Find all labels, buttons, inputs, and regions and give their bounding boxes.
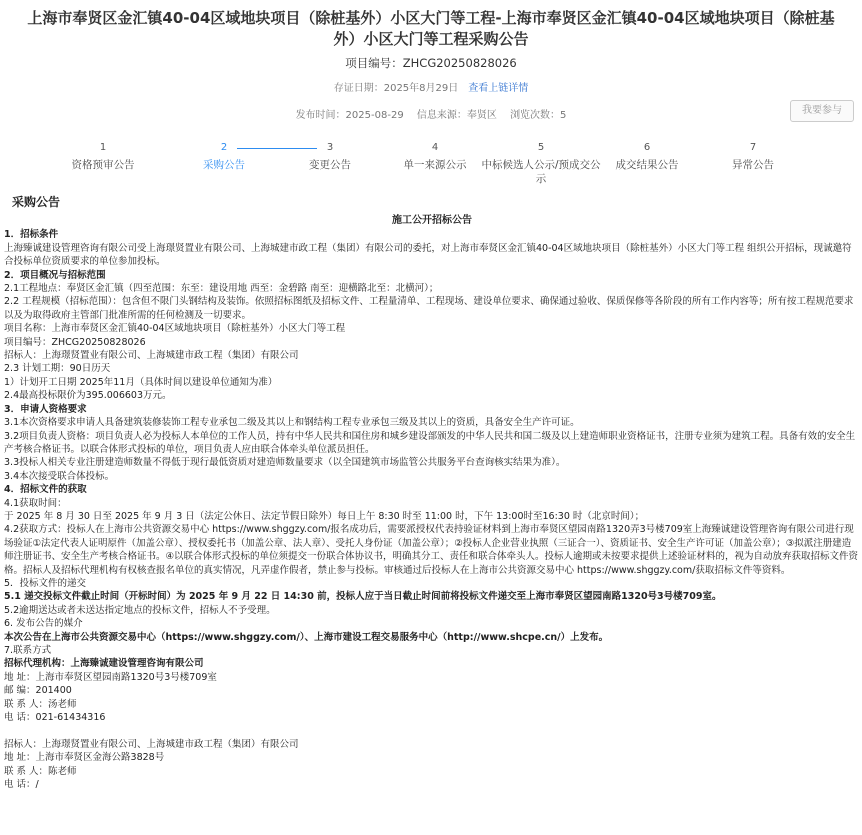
announcement-title: 施工公开招标公告 xyxy=(392,215,472,226)
step-1[interactable] xyxy=(43,140,163,172)
announcement-line: 2.3 计划工期：90日历天 xyxy=(4,363,111,375)
step-label: 中标候选人公示/预成交公示 xyxy=(481,159,601,185)
announcement-line: 电 话：/ xyxy=(4,779,39,791)
announcement-line: 本次公告在上海市公共资源交易中心（https://www.shggzy.com/）、上海市建设工程交易服务中心（http://www.shcpe.cn/）上发布。 xyxy=(4,631,609,643)
step-label: 单一来源公示 xyxy=(403,159,467,171)
step-label: 成交结果公告 xyxy=(615,159,679,171)
announcement-line: 2．项目概况与招标范围 xyxy=(4,269,106,281)
step-number: 4 xyxy=(431,142,439,153)
announcement-line: 上海臻诚建设管理咨询有限公司受上海璟贤置业有限公司、上海城建市政工程（集团）有限公司的委托，对上海市奉贤区金汇镇40-04区域地块项目（除桩基外）小区大门等工程 组织公开招标，现诚邀符合投标单位资质要求的单位参加投标。 xyxy=(4,242,852,268)
save-date: 存证日期：2025年8月29日 xyxy=(333,83,459,94)
announcement-line: 1．招标条件 xyxy=(4,229,59,241)
announcement-lines xyxy=(4,228,860,791)
announcement-line: 2.1工程地点：奉贤区金汇镇（四至范围：东至：建设用地 西至：金碧路 南至：迎横路北至：北横河）； xyxy=(4,283,439,295)
announcement-line: 3.1本次资格要求申请人具备建筑装修装饰工程专业承包二级及其以上和钢结构工程专业承包三级及其以上的资质，具备安全生产许可证。 xyxy=(4,417,580,429)
meta-row xyxy=(0,106,862,121)
announcement-line: 5.2逾期送达或者未送达指定地点的投标文件，招标人不予受理。 xyxy=(4,604,276,616)
page-title: 上海市奉贤区金汇镇40-04区域地块项目（除桩基外）小区大门等工程-上海市奉贤区金汇镇40-04区域地块项目（除桩基外）小区大门等工程采购公告 xyxy=(27,9,835,48)
save-date-row xyxy=(0,79,862,94)
project-number: 项目编号：ZHCG20250828026 xyxy=(345,56,517,70)
announcement-line: 3．申请人资格要求 xyxy=(4,403,87,415)
announcement-line: 2.2 工程规模（招标范围）：包含但不限门头钢结构及装饰。依照招标图纸及招标文件、工程量清单、工程现场、建设单位要求、确保通过验收、保质保修等各阶段的所有工作内容等；所有按工程规范要求以及为取得政府主管部门批准所需的任何检测及一切要求。 xyxy=(4,296,854,321)
announcement-line: 项目名称：上海市奉贤区金汇镇40-04区域地块项目（除桩基外）小区大门等工程 xyxy=(4,323,346,335)
announcement-line: 2.4最高投标限价为395.006603万元。 xyxy=(4,390,172,402)
step-label: 资格预审公告 xyxy=(71,159,135,171)
announcement-line: 7.联系方式 xyxy=(4,645,52,656)
step-6[interactable] xyxy=(587,140,707,172)
announcement-line: 地 址：上海市奉贤区金海公路3828号 xyxy=(4,752,165,764)
info-source: 信息来源：奉贤区 xyxy=(416,110,497,121)
announcement-line xyxy=(4,724,860,737)
step-label: 变更公告 xyxy=(309,159,351,171)
announcement-line: 邮 编：201400 xyxy=(4,685,72,697)
announcement-line: 4.1获取时间： xyxy=(4,497,67,509)
announcement-line: 5.1 递交投标文件截止时间（开标时间）为 2025 年 9 月 22 日 14:30 前，投标人应于当日截止时间前将投标文件递交至上海市奉贤区望园南路1320号3号楼709室。 xyxy=(4,591,722,603)
step-2[interactable] xyxy=(164,140,284,172)
publish-time: 发布时间：2025-08-29 xyxy=(295,110,404,121)
join-button[interactable]: 我要参与 xyxy=(790,100,854,122)
step-number: 3 xyxy=(326,142,334,153)
announcement-line: 4．招标文件的获取 xyxy=(4,484,87,496)
announcement-line: 联 系 人：陈老师 xyxy=(4,765,77,777)
step-number: 7 xyxy=(749,142,757,153)
announcement-line: 电 话：021-61434316 xyxy=(4,712,106,724)
step-label: 采购公告 xyxy=(203,159,245,171)
announcement-line: 3.4本次接受联合体投标。 xyxy=(4,470,115,482)
announcement-line: 联 系 人：汤老师 xyxy=(4,698,77,710)
process-steps xyxy=(0,140,862,196)
announcement-line: 6. 发布公告的媒介 xyxy=(4,618,83,630)
announcement-line: 招标人：上海璟贤置业有限公司、上海城建市政工程（集团）有限公司 xyxy=(4,738,299,750)
announcement-line: 1）计划开工日期 2025年11月（具体时间以建设单位通知为准） xyxy=(4,376,278,388)
step-7[interactable] xyxy=(693,140,813,172)
announcement-line: 5．投标文件的递交 xyxy=(4,577,87,589)
step-number: 6 xyxy=(643,142,651,153)
chain-detail-link[interactable]: 查看上链详情 xyxy=(468,83,529,94)
announcement-line: 3.3投标人相关专业注册建造师数量不得低于现行最低资质对建造师数量要求（以全国建筑市场监管公共服务平台查询核实结果为准）。 xyxy=(4,457,566,469)
announcement-line: 3.2项目负责人资格：项目负责人必为投标人本单位的工作人员，持有中华人民共和国住房和城乡建设部颁发的中华人民共和国二级及以上建造师职业资格证书，注册专业须为建筑工程。具备有效的安全生产考核合格证书。以联合体形式投标的单位，项目负责人应由联合体牵头单位派员担任。 xyxy=(4,430,856,455)
announcement-line: 于 2025 年 8 月 30 日至 2025 年 9 月 3 日（法定公休日、法定节假日除外）每日上午 8:30 时至 11:00 时，下午 13:00时至16:30 时（北京时间）； xyxy=(4,510,645,522)
announcement-line: 项目编号：ZHCG20250828026 xyxy=(4,336,146,348)
announcement-line: 招标代理机构：上海臻诚建设管理咨询有限公司 xyxy=(4,658,204,670)
step-3[interactable] xyxy=(270,140,390,172)
step-number: 5 xyxy=(537,142,545,153)
step-4[interactable] xyxy=(375,140,495,172)
announcement-line: 招标人：上海璟贤置业有限公司、上海城建市政工程（集团）有限公司 xyxy=(4,350,299,362)
announcement-line: 4.2获取方式：投标人在上海市公共资源交易中心 https://www.shggzy.com/报名成功后，需要派授权代表持验证材料到上海市奉贤区望园南路1320弄3号楼709室上海臻诚建设管理咨询有限公司进行现场验证①法定代表人证明原件（加盖公章）、授权委托书（加盖公章、法人章）、受托人身份证（加盖公章）；②投标人企业营业执照（三证合一）、资质证书、安全生产许可证（加盖公章）；③拟派注册建造师注册证书、安全生产考核合格证书。④以联合体形式投标的单位须提交一份联合体协议书，明确其分工、责任和联合体牵头人。投标人逾期或未按要求提供上述验证材料的，视为自动放弃获取招标文件资格。招标人及招标代理机构有权核查报名单位的真实情况，凡弄虚作假者，禁止参与投标。审核通过后投标人在上海市公共资源交易中心 https://www.shggzy.com/获取招标文件等资料。 xyxy=(4,524,859,576)
view-count: 浏览次数：5 xyxy=(510,110,567,121)
announcement-line: 地 址：上海市奉贤区望园南路1320号3号楼709室 xyxy=(4,671,217,683)
step-number: 2 xyxy=(220,142,228,153)
section-title: 采购公告 xyxy=(12,195,61,209)
step-label: 异常公告 xyxy=(732,159,774,171)
step-5[interactable] xyxy=(481,140,601,186)
announcement-body xyxy=(4,214,860,791)
step-number: 1 xyxy=(99,142,107,153)
